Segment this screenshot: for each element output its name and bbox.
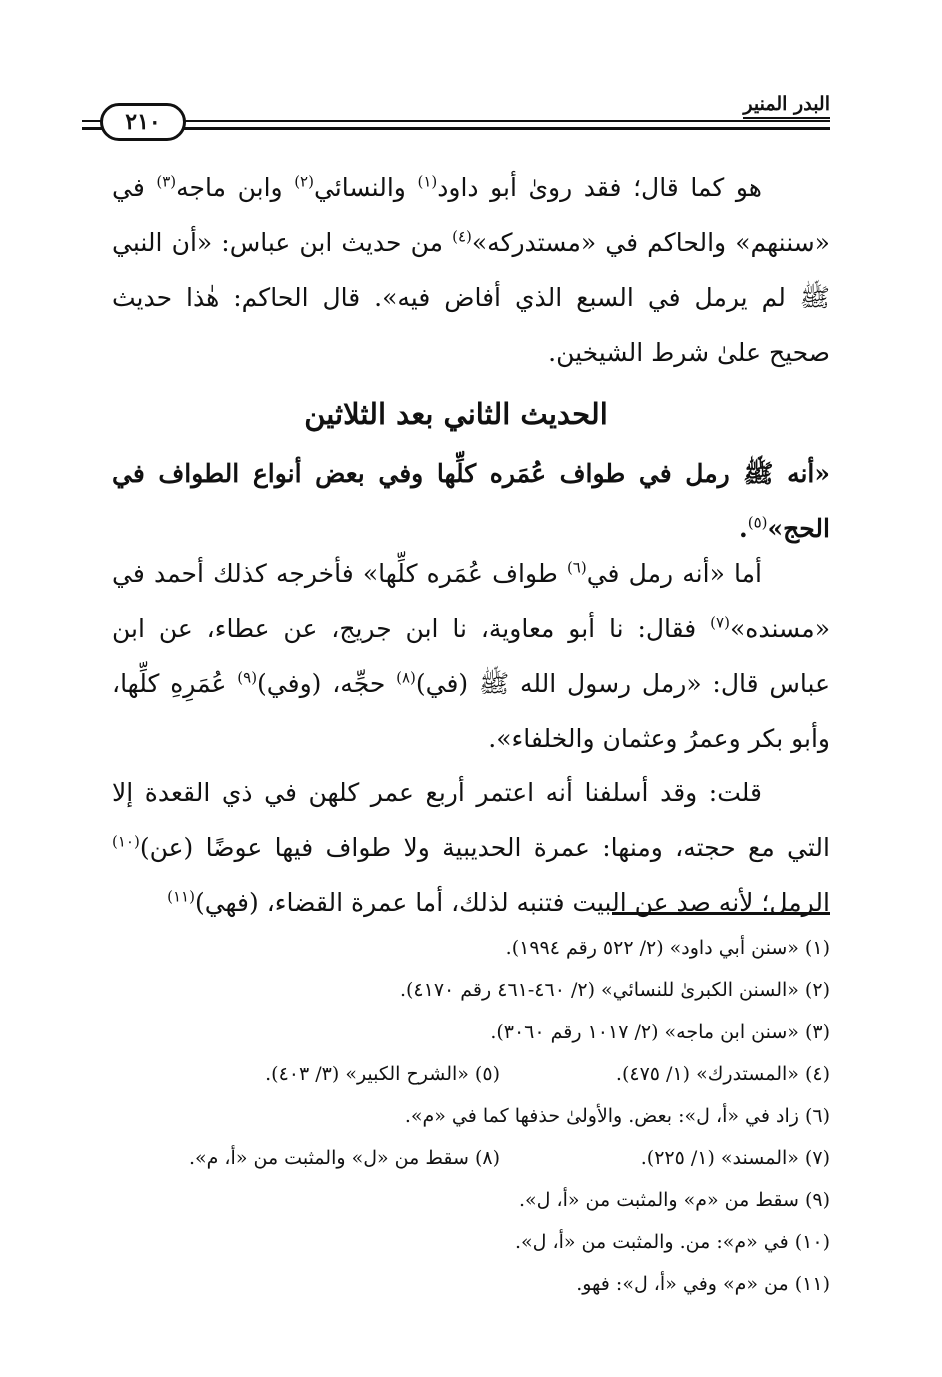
footnote-5: (٥) «الشرح الكبير» (٣/ ٤٠٣).	[265, 1063, 500, 1085]
footnote-ref[interactable]: (٣)	[156, 172, 177, 191]
footnote-2: (٢) «السنن الكبرىٰ للنسائي» (٢/ ٤٦٠-٤٦١ رقم ٤١٧٠).	[399, 979, 830, 1001]
hadith-quote	[112, 446, 830, 556]
book-title: البدر المنير	[743, 93, 830, 115]
footnote-6: (٦) زاد في «أ، ل»: بعض. والأولىٰ حذفها كما في «م».	[404, 1105, 830, 1127]
footnote-ref[interactable]: (٨)	[396, 668, 416, 687]
text-run: في «سننهم» والحاكم في «مستدركه»	[112, 173, 830, 257]
text-run: وابن ماجه	[176, 173, 295, 202]
footnote-8: (٨) سقط من «ل» والمثبت من «أ، م».	[188, 1147, 500, 1169]
text-run: من حديث ابن عباس: «أن النبي ﷺ لم يرمل في السبع الذي أفاض فيه». قال الحاكم: هٰذا حديث صحيح علىٰ شرط الشيخين.	[112, 228, 830, 367]
header-rule-thin	[82, 120, 830, 122]
paragraph-1	[112, 160, 830, 380]
running-header	[82, 86, 830, 152]
footnote-ref[interactable]: (١)	[417, 172, 438, 191]
section-heading: الحديث الثاني بعد الثلاثين	[304, 397, 608, 431]
footnote-ref[interactable]: (٢)	[294, 172, 314, 191]
footnote-11: (١١) من «م» وفي «أ، ل»: فهو.	[576, 1273, 830, 1295]
page-number: ٢١٠	[100, 103, 186, 141]
text-run: والنسائي	[313, 173, 418, 202]
footnote-ref[interactable]: (٥)	[747, 513, 768, 532]
text-run: الرمل؛ لأنه صد عن البيت فتنبه لذلك، أما عمرة القضاء، (فهي)	[194, 888, 830, 917]
footnote-ref[interactable]: (٩)	[237, 668, 258, 687]
quote-end: .	[739, 514, 748, 543]
paragraph-2	[112, 546, 830, 766]
footnote-ref[interactable]: (٦)	[566, 558, 587, 577]
footnotes	[112, 927, 830, 1305]
footnote-ref[interactable]: (١٠)	[112, 832, 140, 851]
footnote-7: (٧) «المسند» (١/ ٢٢٥).	[640, 1147, 830, 1169]
paragraph-3	[112, 765, 830, 930]
footnote-9: (٩) سقط من «م» والمثبت من «أ، ل».	[518, 1189, 830, 1211]
text-run: طواف عُمَره كلِّها» فأخرجه كذلك أحمد في «مسنده»	[112, 559, 830, 643]
text-run: أما «أنه رمل في	[586, 559, 762, 588]
text-run: قلت: وقد أسلفنا أنه اعتمر أربع عمر كلهن في ذي القعدة إلا التي مع حجته، ومنها: عمرة الحديبية ولا طواف فيها عوضًا (عن)	[112, 778, 830, 862]
footnote-ref[interactable]: (٧)	[710, 613, 730, 632]
footnote-4: (٤) «المستدرك» (١/ ٤٧٥).	[615, 1063, 830, 1085]
text-run: فقال: نا أبو معاوية، نا ابن جريج، عن عطاء، عن ابن عباس قال: «رمل رسول الله ﷺ (في)	[112, 614, 830, 698]
footnote-ref[interactable]: (١١)	[167, 887, 195, 906]
footnote-10: (١٠) في «م»: من. والمثبت من «أ، ل».	[514, 1231, 830, 1253]
text-run: هو كما قال؛ فقد روىٰ أبو داود	[437, 173, 762, 202]
header-rule-thick	[82, 127, 830, 130]
footnote-ref[interactable]: (٤)	[452, 227, 472, 246]
footnote-3: (٣) «سنن ابن ماجه» (٢/ ١٠١٧ رقم ٣٠٦٠).	[490, 1021, 830, 1043]
footnote-separator	[612, 912, 830, 915]
footnote-row-7-8	[112, 1137, 830, 1179]
text-run: حجِّه، (وفي)	[257, 669, 397, 698]
footnote-1: (١) «سنن أبي داود» (٢/ ٥٢٢ رقم ١٩٩٤).	[505, 937, 830, 959]
quote-text: «أنه ﷺ رمل في طواف عُمَره كلِّها وفي بعض أنواع الطواف في الحج»	[112, 459, 830, 543]
text-run: عُمَرِهِ كلِّها، وأبو بكر وعمرُ وعثمان والخلفاء».	[112, 669, 830, 753]
footnote-row-4-5	[112, 1053, 830, 1095]
